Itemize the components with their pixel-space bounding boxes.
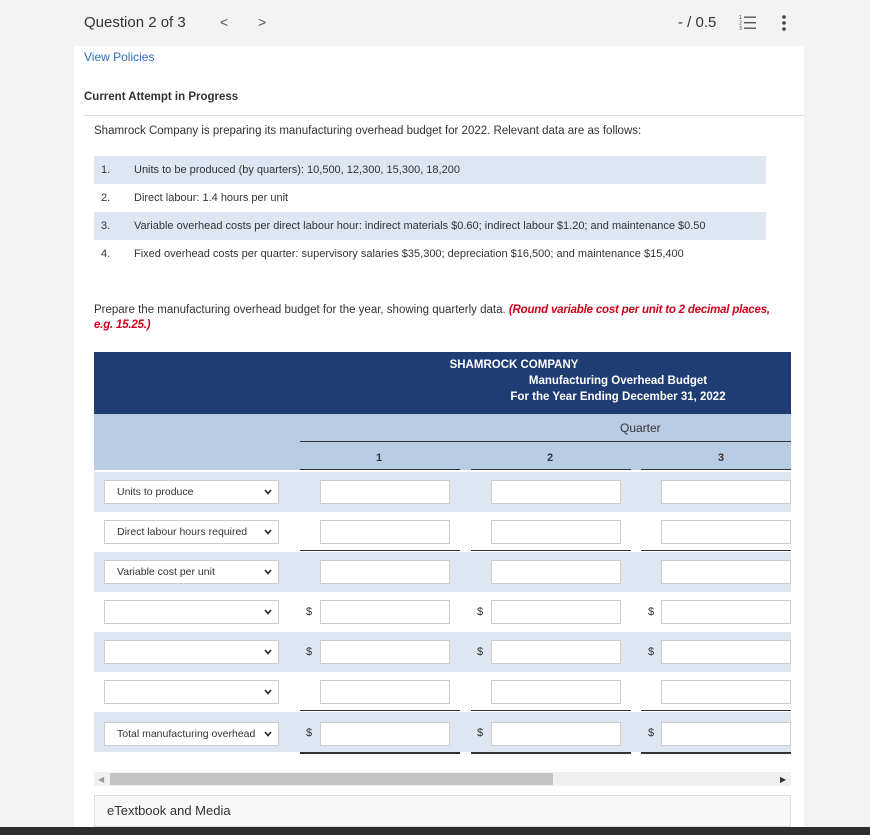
dollar-sign: $ [648,606,655,618]
more-options-icon[interactable] [777,13,791,33]
question-counter: Question 2 of 3 [84,14,186,31]
list-item: 4. Fixed overhead costs per quarter: supervisory salaries $35,300; depreciation $16,500; and maintenance $15,400 [101,248,684,260]
q1-input[interactable] [320,600,450,624]
scroll-right-arrow-icon[interactable]: ▶ [780,775,787,784]
column-header-1: 1 [376,452,383,464]
column-header-3: 3 [718,452,725,464]
prev-question-button[interactable]: < [220,14,229,30]
rounding-note: (Round variable cost per unit to 2 decimal places, e.g. 15.25.) [94,304,770,331]
divider [84,115,804,116]
q3-input[interactable] [661,480,791,504]
q2-input[interactable] [491,680,621,704]
scrollbar-thumb[interactable] [110,773,553,785]
dollar-sign: $ [477,727,484,739]
divider [300,469,460,470]
dollar-sign: $ [648,646,655,658]
q2-input[interactable] [491,600,621,624]
list-item: 3. Variable overhead costs per direct labour hour: indirect materials $0.60; indirect labour $1.20; and maintenance $0.50 [94,212,766,240]
table-column-header [94,414,791,470]
row-label-select[interactable]: Units to produce [104,480,279,504]
q1-input[interactable] [320,640,450,664]
q2-input[interactable] [491,560,621,584]
double-underline [641,752,791,754]
company-name: SHAMROCK COMPANY [449,359,579,371]
underline [471,710,631,711]
budget-period: For the Year Ending December 31, 2022 [510,391,726,403]
row-label-select[interactable]: Direct labour hours required [104,520,279,544]
q1-input[interactable] [320,560,450,584]
q3-input[interactable] [661,600,791,624]
dollar-sign: $ [477,606,484,618]
chevron-down-icon [264,489,272,495]
q2-input[interactable] [491,480,621,504]
q3-input[interactable] [661,520,791,544]
attempt-status: Current Attempt in Progress [84,91,239,103]
chevron-down-icon [264,529,272,535]
svg-text:3: 3 [739,26,743,32]
dollar-sign: $ [648,727,655,739]
dollar-sign: $ [306,606,313,618]
chevron-down-icon [264,689,272,695]
problem-data-list [94,156,766,268]
underline [471,550,631,551]
view-policies-link[interactable]: View Policies [84,50,155,64]
chevron-down-icon [264,649,272,655]
q1-input[interactable] [320,680,450,704]
q1-input[interactable] [320,520,450,544]
bottom-bar [0,827,870,835]
q3-input[interactable] [661,640,791,664]
q2-input[interactable] [491,640,621,664]
column-header-2: 2 [547,452,554,464]
row-label-select[interactable]: Total manufacturing overhead [104,722,279,746]
q1-input[interactable] [320,722,450,746]
top-bar [0,0,870,46]
dollar-sign: $ [306,646,313,658]
divider [300,441,791,442]
q3-input[interactable] [661,560,791,584]
next-question-button[interactable]: > [258,14,267,30]
underline [641,710,791,711]
dollar-sign: $ [306,727,313,739]
underline [300,550,460,551]
divider [641,469,791,470]
chevron-down-icon [264,609,272,615]
budget-header [94,352,791,414]
row-label-select[interactable] [104,640,279,664]
quarter-label: Quarter [620,421,661,435]
divider [471,469,631,470]
q3-input[interactable] [661,722,791,746]
scroll-left-arrow-icon[interactable]: ◀ [98,775,105,784]
q3-input[interactable] [661,680,791,704]
row-label-select[interactable] [104,680,279,704]
double-underline [300,752,460,754]
problem-intro: Shamrock Company is preparing its manufacturing overhead budget for 2022. Relevant data are as follows: [94,125,642,137]
row-label-select[interactable] [104,600,279,624]
budget-title: Manufacturing Overhead Budget [528,375,708,387]
score: - / 0.5 [678,14,717,31]
chevron-down-icon [264,569,272,575]
question-list-icon[interactable] [739,14,757,32]
svg-text:2: 2 [739,20,743,27]
svg-text:1: 1 [739,15,743,21]
list-item: 2. Direct labour: 1.4 hours per unit [101,192,289,204]
q2-input[interactable] [491,722,621,746]
q2-input[interactable] [491,520,621,544]
etextbook-media-panel[interactable]: eTextbook and Media [94,795,791,827]
list-item: 1. Units to be produced (by quarters): 10,500, 12,300, 15,300, 18,200 [94,156,766,184]
double-underline [471,752,631,754]
instruction-text: Prepare the manufacturing overhead budget for the year, showing quarterly data. (Round variable cost per unit to 2 decimal places, e.g. 15.25.) [94,304,770,331]
row-label-select[interactable]: Variable cost per unit [104,560,279,584]
dollar-sign: $ [477,646,484,658]
underline [300,710,460,711]
chevron-down-icon [264,731,272,737]
underline [641,550,791,551]
q1-input[interactable] [320,480,450,504]
